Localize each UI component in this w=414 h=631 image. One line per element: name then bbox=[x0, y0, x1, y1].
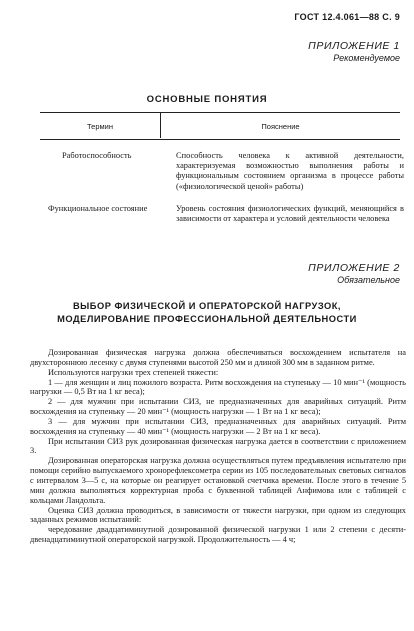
appendix-1-title: ПРИЛОЖЕНИЕ 1 bbox=[308, 40, 400, 52]
table-row-definition: Способность человека к активной деятельности, характеризуемая возможностью выполнения работы и функциональным состоянием организма в процессе работы («физиологической ценой» работы) bbox=[176, 151, 404, 191]
body-text bbox=[30, 348, 406, 545]
table-row-term: Работоспособность bbox=[62, 151, 132, 160]
column-header-definition: Пояснение bbox=[261, 122, 300, 131]
table-divider bbox=[160, 112, 161, 138]
paragraph: чередование двадцатиминутной дозированной физической нагрузки 1 или 2 степени с десяти-двенадцатиминутной операторской нагрузкой. Продолжительность — 4 ч; bbox=[30, 525, 406, 545]
paragraph: Оценка СИЗ должна проводиться, в зависимости от тяжести нагрузки, при одном из следующих заданных режимов испытаний: bbox=[30, 505, 406, 525]
page-header: ГОСТ 12.4.061—88 С. 9 bbox=[294, 12, 400, 22]
section-2-title-line-1: ВЫБОР ФИЗИЧЕСКОЙ И ОПЕРАТОРСКОЙ НАГРУЗОК, bbox=[72, 301, 342, 311]
appendix-2-title: ПРИЛОЖЕНИЕ 2 bbox=[308, 262, 400, 274]
appendix-2-block bbox=[308, 262, 400, 285]
terms-table bbox=[40, 112, 400, 140]
appendix-2-status: Обязательное bbox=[337, 275, 400, 285]
table-row-definition: Уровень состояния физиологических функций, меняющийся в зависимости от характера и условий деятельности человека bbox=[176, 204, 404, 224]
column-header-term: Термин bbox=[87, 122, 113, 131]
paragraph: 2 — для мужчин при испытании СИЗ, не предназначенных для аварийных ситуаций. Ритм восхождения на ступеньку — 20 мин⁻¹ (мощность нагрузки — 1 Вт на 1 кг веса); bbox=[30, 397, 406, 417]
paragraph: Дозированная операторская нагрузка должна осуществляться путем предъявления испытателю при помощи серийно выпускаемого хронорефлексометра серии из 105 последовательных световых сигналов с интервалом 3—5 с, на которые он реагирует остановкой счетчика времени. После этого в течение 5 мин должна выполняться корректурная проба с буквенной таблицей Анфимова или с таблицей с кольцами Ландольта. bbox=[30, 456, 406, 505]
appendix-1-status: Рекомендуемое bbox=[333, 53, 400, 63]
paragraph: 3 — для мужчин при испытании СИЗ, предназначенных для аварийных ситуаций. Ритм восхождения на ступеньку — 40 мин⁻¹ (мощность нагрузки — 2 Вт на 1 кг веса). bbox=[30, 416, 406, 436]
paragraph: Используются нагрузки трех степеней тяжести: bbox=[48, 367, 219, 377]
section-2-title bbox=[0, 300, 414, 325]
table-row-term: Функциональное состояние bbox=[48, 204, 148, 213]
paragraph: 1 — для женщин и лиц пожилого возраста. Ритм восхождения на ступеньку — 10 мин⁻¹ (мощность нагрузки — 0,5 Вт на 1 кг веса); bbox=[30, 377, 406, 397]
section-1-title: ОСНОВНЫЕ ПОНЯТИЯ bbox=[146, 94, 268, 105]
table-header bbox=[40, 113, 400, 140]
paragraph: При испытании СИЗ рук дозированная физическая нагрузка дается в соответствии с приложением 3. bbox=[30, 436, 406, 456]
paragraph: Дозированная физическая нагрузка должна обеспечиваться восхождением испытателя на двухстороннюю лесенку с двумя ступенями высотой 250 мм и длиной 300 мм в заданном ритме. bbox=[30, 348, 406, 367]
appendix-1-block bbox=[308, 40, 400, 63]
section-2-title-line-2: МОДЕЛИРОВАНИЕ ПРОФЕССИОНАЛЬНОЙ ДЕЯТЕЛЬНОСТИ bbox=[57, 313, 357, 324]
